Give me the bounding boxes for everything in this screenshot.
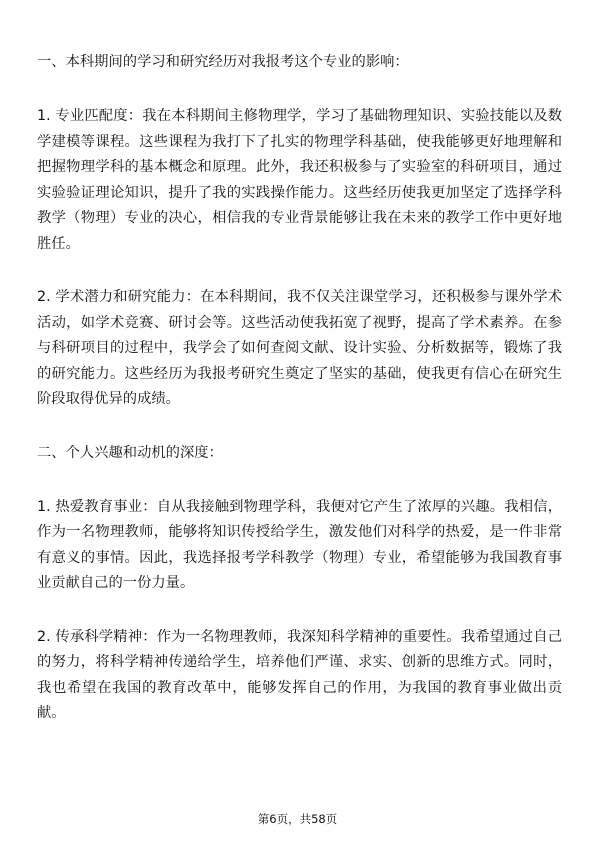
document-body [37,50,562,727]
section-2-paragraph-1: 1. 热爱教育事业：自从我接触到物理学科，我便对它产生了浓厚的兴趣。我相信，作为一名物理教师，能够将知识传授给学生，激发他们对科学的热爱，是一件非常有意义的事情。因此，我选择报考学科教学（物理）专业，希望能够为我国教育事业贡献自己的一份力量。 [37,498,562,591]
section-1-paragraph-1: 1. 专业匹配度：我在本科期间主修物理学，学习了基础物理知识、实验技能以及数学建模等课程。这些课程为我打下了扎实的物理学科基础，使我能够更好地理解和把握物理学科的基本概念和原理。此外，我还积极参与了实验室的科研项目，通过实验验证理论知识，提升了我的实践操作能力。这些经历使我更加坚定了选择学科教学（物理）专业的决心，相信我的专业背景能够让我在未来的教学工作中更好地胜任。 [37,108,562,252]
section-2-paragraph-2: 2. 传承科学精神：作为一名物理教师，我深知科学精神的重要性。我希望通过自己的努力，将科学精神传递给学生，培养他们严谨、求实、创新的思维方式。同时，我也希望在我国的教育改革中，能够发挥自己的作用，为我国的教育事业做出贡献。 [37,628,562,721]
section-heading-2: 二、个人兴趣和动机的深度： [37,444,223,461]
section-1-paragraph-2: 2. 学术潜力和研究能力：在本科期间，我不仅关注课堂学习，还积极参与课外学术活动，如学术竞赛、研讨会等。这些活动使我拓宽了视野，提高了学术素养。在参与科研项目的过程中，我学会了如何查阅文献、设计实验、分析数据等，锻炼了我的研究能力。这些经历为我报考研究生奠定了坚实的基础，使我更有信心在研究生阶段取得优异的成绩。 [37,289,562,407]
section-heading-1: 一、本科期间的学习和研究经历对我报考这个专业的影响： [37,54,409,70]
page-number-footer: 第6页，共58页 [257,812,338,826]
